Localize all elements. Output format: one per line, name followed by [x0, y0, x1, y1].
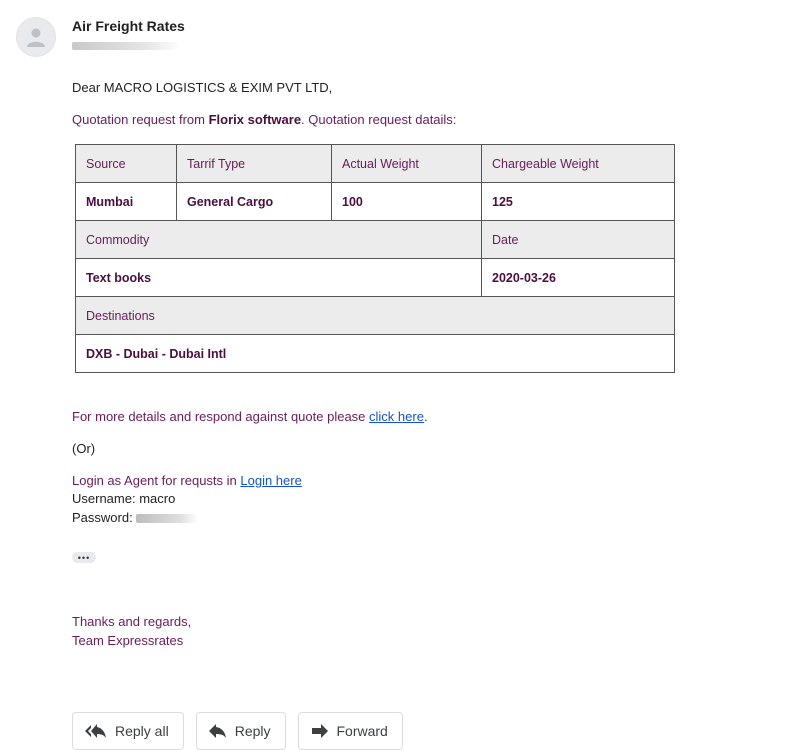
reply-button[interactable] [196, 712, 286, 750]
password-redacted [136, 514, 198, 523]
header-actual-weight: Actual Weight [332, 145, 482, 183]
username-line: Username: macro [72, 491, 176, 506]
header-destinations: Destinations [76, 297, 675, 335]
email-body [72, 80, 772, 650]
sender-address-redacted [72, 42, 180, 50]
value-tarrif-type: General Cargo [177, 183, 332, 221]
header-tarrif-type: Tarrif Type [177, 145, 332, 183]
header-date: Date [482, 221, 675, 259]
value-source: Mumbai [76, 183, 177, 221]
team-line: Team Expressrates [72, 632, 184, 648]
value-chargeable-weight: 125 [482, 183, 675, 221]
reply-all-label: Reply all [115, 723, 169, 739]
show-trimmed-content-button[interactable]: ••• [72, 552, 96, 563]
reply-label: Reply [234, 723, 271, 739]
password-line [72, 508, 772, 527]
table-row [76, 145, 675, 183]
table-row [76, 221, 675, 259]
login-prefix: Login as Agent for requsts in [72, 473, 241, 488]
login-here-link[interactable]: Login here [240, 473, 302, 488]
sender-name: Air Freight Rates [72, 18, 185, 34]
intro-company: Florix software [208, 112, 302, 127]
person-icon [27, 27, 45, 47]
table-row [76, 297, 675, 335]
table-row [76, 259, 675, 297]
sender-avatar[interactable] [16, 17, 56, 57]
intro-prefix: Quotation request from [72, 112, 209, 127]
header-source: Source [76, 145, 177, 183]
value-actual-weight: 100 [332, 183, 482, 221]
reply-actions [72, 712, 403, 750]
thanks-line: Thanks and regards, [72, 613, 192, 629]
click-here-link[interactable]: click here [369, 409, 424, 424]
value-commodity: Text books [76, 259, 482, 297]
more-prefix: For more details and respond against quote please [72, 409, 370, 424]
forward-button[interactable] [298, 712, 403, 750]
quote-intro [72, 112, 772, 128]
reply-all-button[interactable] [72, 712, 184, 750]
greeting: Dear MACRO LOGISTICS & EXIM PVT LTD, [72, 80, 333, 95]
more-details-line [72, 409, 772, 425]
header-chargeable-weight: Chargeable Weight [482, 145, 675, 183]
password-label: Password: [72, 510, 137, 525]
more-suffix: . [423, 409, 428, 424]
signature [72, 612, 772, 650]
forward-label: Forward [336, 723, 388, 739]
reply-icon [209, 723, 227, 739]
table-row [76, 183, 675, 221]
header-commodity: Commodity [76, 221, 482, 259]
login-line [72, 473, 772, 489]
table-row [76, 335, 675, 373]
value-destinations: DXB - Dubai - Dubai Intl [76, 335, 675, 373]
forward-icon [311, 723, 329, 739]
value-date: 2020-03-26 [482, 259, 675, 297]
or-text: (Or) [72, 441, 96, 456]
reply-all-icon [85, 723, 107, 739]
quote-table [75, 144, 675, 373]
intro-suffix: . Quotation request datails: [301, 112, 457, 127]
